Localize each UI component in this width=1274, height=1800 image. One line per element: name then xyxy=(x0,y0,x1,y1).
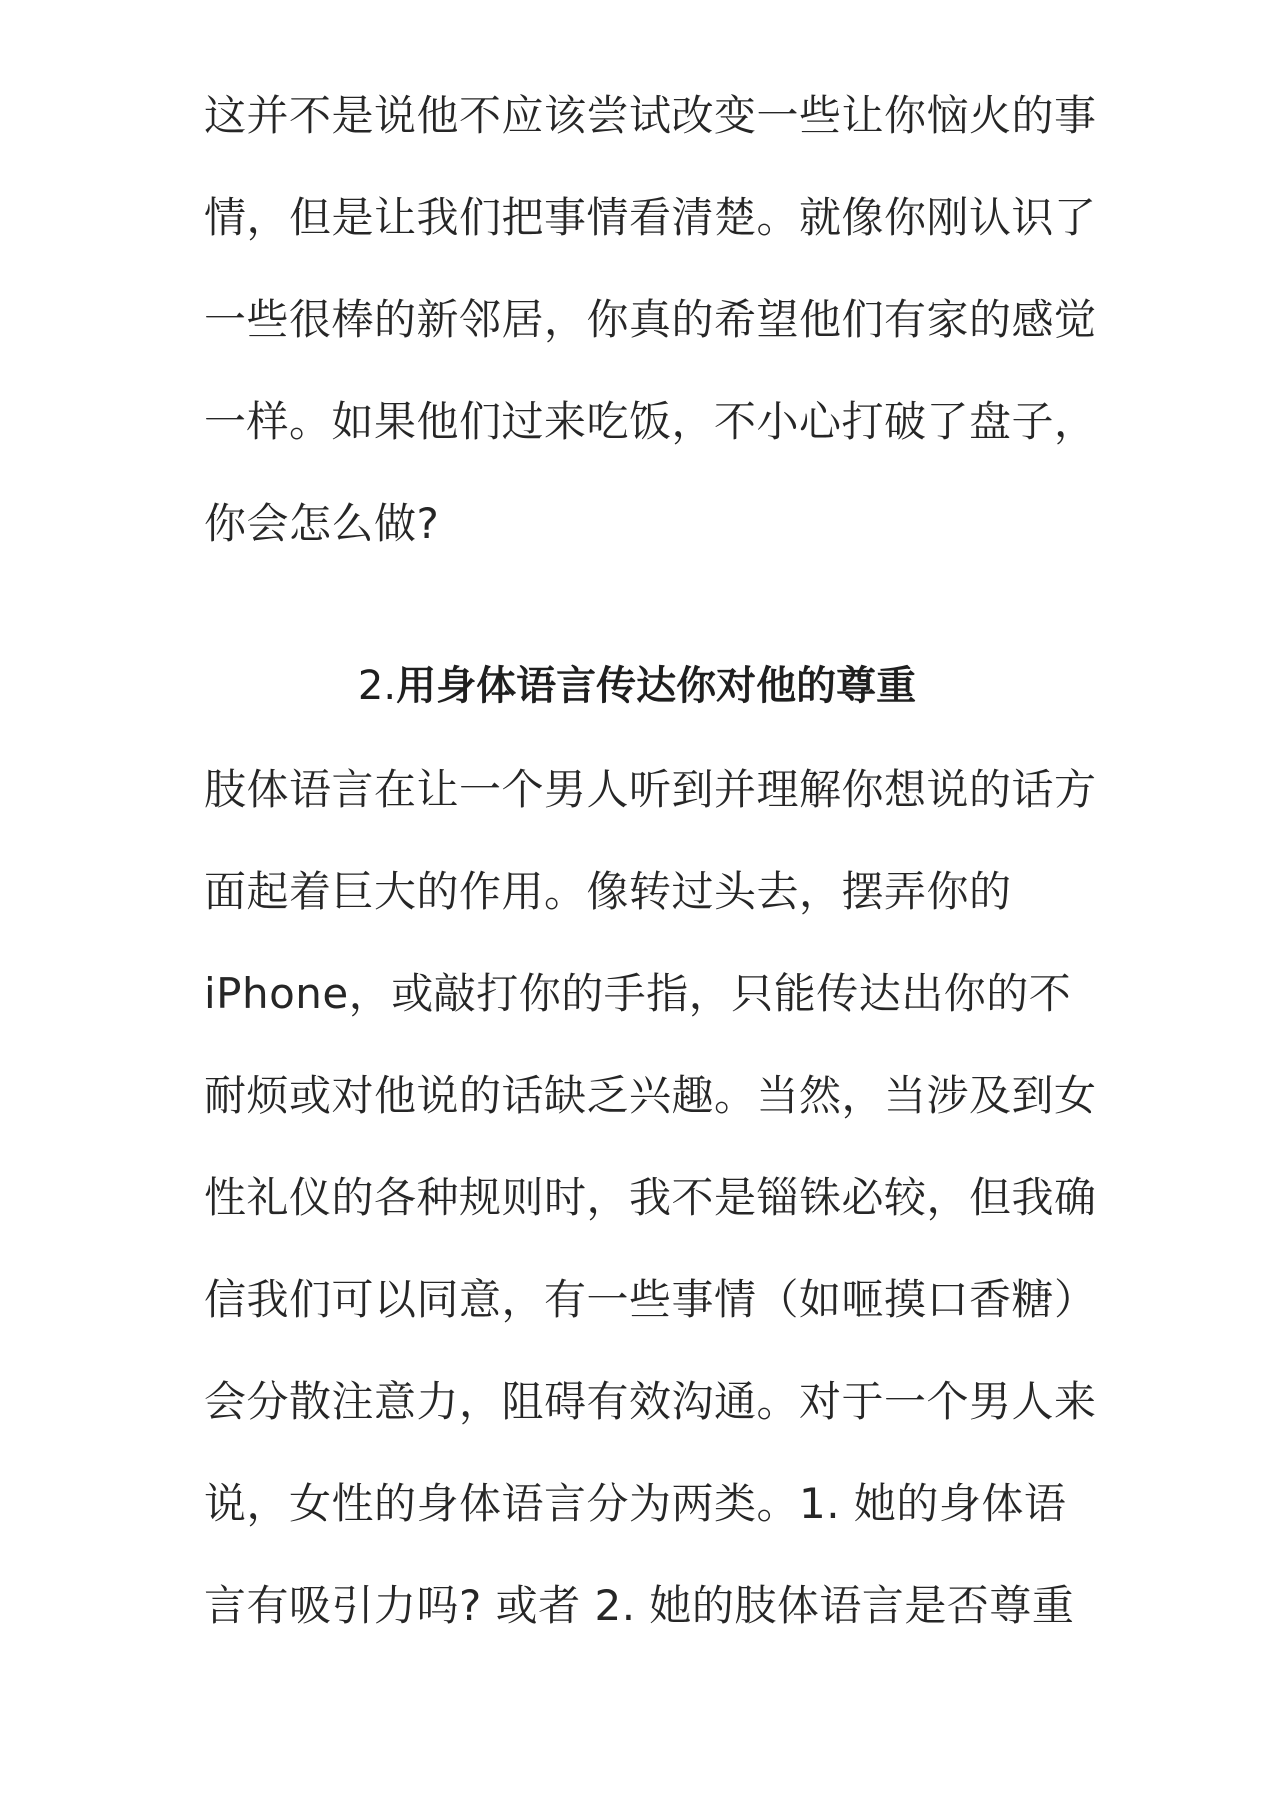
paragraph-1-line-1: 这并不是说他不应该尝试改变一些让你恼火的事 xyxy=(204,91,1097,140)
paragraph-1-line-2: 情，但是让我们把事情看清楚。就像你刚认识了 xyxy=(204,193,1097,242)
paragraph-2-line-9: 言有吸引力吗? 或者 2. 她的肢体语言是否尊重 xyxy=(204,1581,1075,1630)
paragraph-2-line-8: 说，女性的身体语言分为两类。1. 她的身体语 xyxy=(204,1479,1067,1528)
section-title: 用身体语言传达你对他的尊重 xyxy=(396,663,917,709)
paragraph-1-line-3: 一些很棒的新邻居，你真的希望他们有家的感觉 xyxy=(204,295,1097,344)
section-number: 2. xyxy=(357,663,397,709)
paragraph-2-line-2: 面起着巨大的作用。像转过头去，摆弄你的 xyxy=(204,867,1012,916)
paragraph-1-line-5: 你会怎么做? xyxy=(204,499,440,548)
paragraph-2-line-5: 性礼仪的各种规则时，我不是锱铢必较，但我确 xyxy=(204,1173,1097,1222)
paragraph-2-line-7: 会分散注意力，阻碍有效沟通。对于一个男人来 xyxy=(204,1377,1097,1426)
paragraph-2-line-4: 耐烦或对他说的话缺乏兴趣。当然，当涉及到女 xyxy=(204,1071,1097,1120)
section-heading xyxy=(0,660,1274,712)
paragraph-2-line-1: 肢体语言在让一个男人听到并理解你想说的话方 xyxy=(204,765,1097,814)
paragraph-2-line-6: 信我们可以同意，有一些事情（如咂摸口香糖） xyxy=(204,1275,1097,1324)
paragraph-2-line-3: iPhone，或敲打你的手指，只能传达出你的不 xyxy=(204,969,1072,1018)
paragraph-1-line-4: 一样。如果他们过来吃饭，不小心打破了盘子， xyxy=(204,397,1097,446)
